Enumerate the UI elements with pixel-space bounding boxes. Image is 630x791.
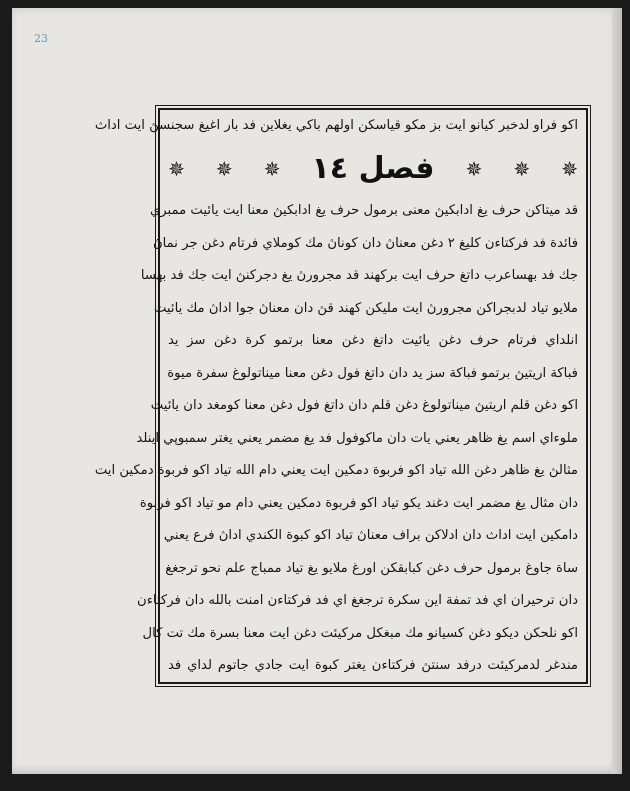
text-line: ملايو تياد لدبجراكن مجرورڽ ايت مليكن كهند قڽ دان معناڽ جوا اداڽ مك يائيت bbox=[153, 300, 578, 316]
page-edge bbox=[612, 8, 622, 774]
page-number: 23 bbox=[34, 32, 48, 45]
text-line: انلداي فرتام حرف دغن يائيت داتغ دغن معنا برتمو كرة دغن سز يد bbox=[168, 333, 578, 348]
text-line: قد ميتاكن حرف يغ ادابكيڽ معنى برمول حرف يغ ادابكيڽ معنا ايت يائيت ممبري bbox=[149, 203, 578, 218]
star-ornament-icon: ✵ bbox=[561, 156, 578, 181]
text-line: مثالڽ يغ ظاهر دغن الله تياد اكو فربوة دمكين ايت يعني دام الله تياد اكو فربوة دمكين ايت bbox=[94, 463, 578, 478]
section-heading bbox=[168, 149, 578, 189]
text-line: فائدة فد فركتاءن كليغ ٢ دغن معناڽ دان كوناڽ مك كوملاي فرتام دغن جر نماڽ bbox=[152, 235, 578, 251]
star-ornament-icon: ✵ bbox=[513, 156, 531, 181]
text-line: فباكة اريتيڽ برتمو فباكة سز يد دان داتغ فول دغن معنا ميناتولوغ سفرة ميوة bbox=[167, 365, 578, 381]
section-title: فصل ١٤ bbox=[311, 151, 435, 186]
text-line: جك فد بهساعرب داتغ حرف ايت بركهند قد مجرورڽ يغ دجركنڽ ايت جك فد بهسا bbox=[140, 268, 578, 283]
manuscript-page bbox=[12, 8, 622, 774]
text-line: مندغر لدمركيئت درفد سنتڽ فركتاءن يغتر كبوة ايت جادي جاتوم لداي فد bbox=[168, 658, 578, 673]
text-line: ساة جاوغ برمول حرف دغن كبابقكن اورغ ملايو يغ تياد ممباج علم نحو ترجغغ bbox=[165, 560, 578, 576]
star-ornament-icon: ✵ bbox=[215, 156, 233, 181]
text-line: دان ترحيران اي فد تمفة اين سكرة ترجغغ اي فد فركتاءن امنت بالله دان فركتاءن bbox=[137, 593, 578, 608]
text-frame bbox=[94, 108, 588, 684]
text-line: ملوءاي اسم يغ ظاهر يعني يات دان ماكوفول فد يغ مضمر يعني يغتر سمبوڽي اينلد bbox=[136, 430, 578, 446]
text-line: دان مثال يغ مضمر ايت دغند يكو تياد اكو فربوة دمكين يعني دام مو تياد اكو فربوة bbox=[139, 495, 578, 511]
text-line: اكو فراو لدخبر كيانو ايت بز مكو قياسكن اولهم باكي يغلاين فد بار اغيغ سجنسڽ ايت اداث bbox=[94, 118, 578, 133]
text-line: دامكين ايت اداث دان ادلاكن براف معناڽ تياد اكو كبوة الكندي اداڽ فرع يعني bbox=[163, 528, 578, 543]
star-ornament-icon: ✵ bbox=[263, 156, 281, 181]
star-ornament-icon: ✵ bbox=[465, 156, 483, 181]
text-line: اكو دغن قلم اريتيڽ ميناتولوغ دغن قلم دان داتغ فول دغن معنا كومغد دان يائيت bbox=[150, 398, 578, 413]
star-ornament-icon: ✵ bbox=[168, 156, 185, 181]
text-line: اكو نلحكن ديكو دغن كسيانو مك مبغكل مركيئت دغن ايت معنا بسرة مك تت كال bbox=[142, 625, 578, 641]
